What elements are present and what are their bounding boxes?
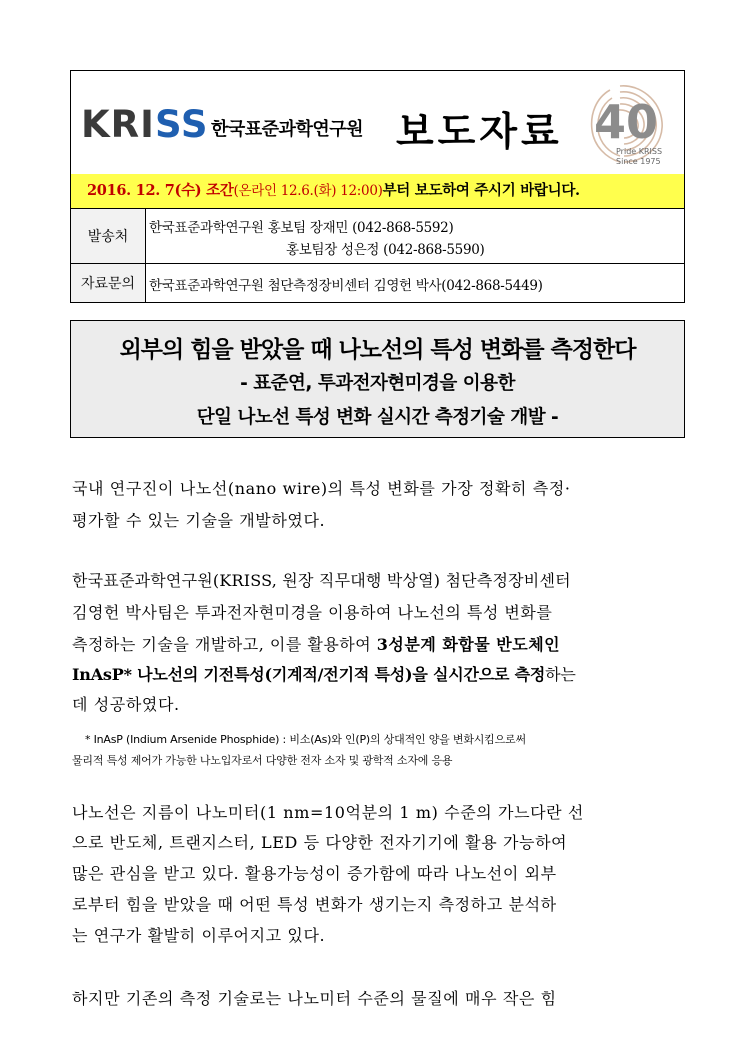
logo-text: KRI — [81, 103, 155, 146]
embargo-notice — [71, 174, 684, 209]
emblem-caption-2: Since 1975 — [616, 157, 661, 166]
body-line — [72, 632, 682, 655]
emblem-number: 40 — [594, 95, 659, 149]
embargo-online: (온라인 12.6.(화) 12:00) — [233, 183, 383, 199]
body-line: 로부터 힘을 받았을 때 어떤 특성 변화가 생기는지 측정하고 분석하 — [72, 895, 557, 914]
sender-line-1: 한국표준과학연구원 홍보팀 장재민 (042-868-5592) — [149, 220, 454, 236]
sender-line-2: 홍보팀장 성은정 (042-868-5590) — [286, 242, 485, 258]
subheadline-2: 단일 나노선 특성 변화 실시간 측정기술 개발 - — [196, 407, 559, 428]
body-line: 김영헌 박사팀은 투과전자현미경을 이용하여 나노선의 특성 변화를 — [72, 603, 553, 622]
sender-row — [71, 209, 684, 264]
inquiry-row — [71, 264, 684, 302]
doc-type-title: 보도자료 — [396, 110, 563, 155]
body-line: 평가할 수 있는 기술을 개발하였다. — [72, 511, 326, 530]
press-release-header — [70, 70, 685, 303]
subheadline-1: - 표준연, 투과전자현미경을 이용한 — [240, 373, 515, 394]
inquiry-line: 한국표준과학연구원 첨단측정장비센터 김영헌 박사(042-868-5449) — [149, 278, 543, 294]
body-line: 하지만 기존의 측정 기술로는 나노미터 수준의 물질에 매우 작은 힘 — [72, 989, 557, 1008]
body-bold-text: 3성분계 화합물 반도체인 — [376, 635, 561, 654]
header-banner — [71, 71, 684, 175]
body-line: 많은 관심을 받고 있다. 활용가능성이 증가함에 따라 나노선이 외부 — [72, 864, 557, 883]
sender-label: 발송처 — [71, 209, 146, 263]
headline: 외부의 힘을 받았을 때 나노선의 특성 변화를 측정한다 — [119, 337, 636, 363]
body-line: 으로 반도체, 트랜지스터, LED 등 다양한 전자기기에 활용 가능하여 — [72, 833, 568, 852]
body-line: 국내 연구진이 나노선(nano wire)의 특성 변화를 가장 정확히 측정· — [72, 479, 571, 498]
body-line: 나노선은 지름이 나노미터(1 nm=10억분의 1 m) 수준의 가느다란 선 — [72, 803, 584, 822]
emblem-caption-1: Pride KRISS — [616, 147, 663, 156]
body-text: 측정하는 기술을 개발하고, 이를 활용하여 — [72, 635, 377, 654]
body-line: 는 연구가 활발히 이루어지고 있다. — [72, 926, 326, 945]
embargo-date: 2016. 12. 7(수) 조간 — [87, 182, 234, 199]
footnote-line: * InAsP (Indium Arsenide Phosphide) : 비소(As)와 인(P)의 상대적인 양을 변화시킴으로써 — [85, 733, 526, 746]
embargo-rest: 부터 보도하여 주시기 바랍니다. — [382, 182, 580, 199]
body-bold-text: InAsP* 나노선의 기전특성(기계적/전기적 특성)을 실시간으로 측정 — [72, 665, 546, 684]
logo-accent: SS — [154, 103, 209, 146]
kriss-logo — [81, 103, 209, 146]
org-name: 한국표준과학연구원 — [211, 119, 363, 140]
body-line — [72, 662, 682, 685]
footnote-line: 물리적 특성 제어가 가능한 나노입자로서 다양한 전자 소자 및 광학적 소자에 응용 — [72, 754, 453, 767]
body-line: 데 성공하였다. — [72, 695, 180, 714]
body-text: 하는 — [545, 665, 576, 684]
inquiry-label: 자료문의 — [71, 264, 146, 302]
body-line: 한국표준과학연구원(KRISS, 원장 직무대행 박상열) 첨단측정장비센터 — [72, 571, 571, 590]
headline-box — [70, 320, 685, 438]
